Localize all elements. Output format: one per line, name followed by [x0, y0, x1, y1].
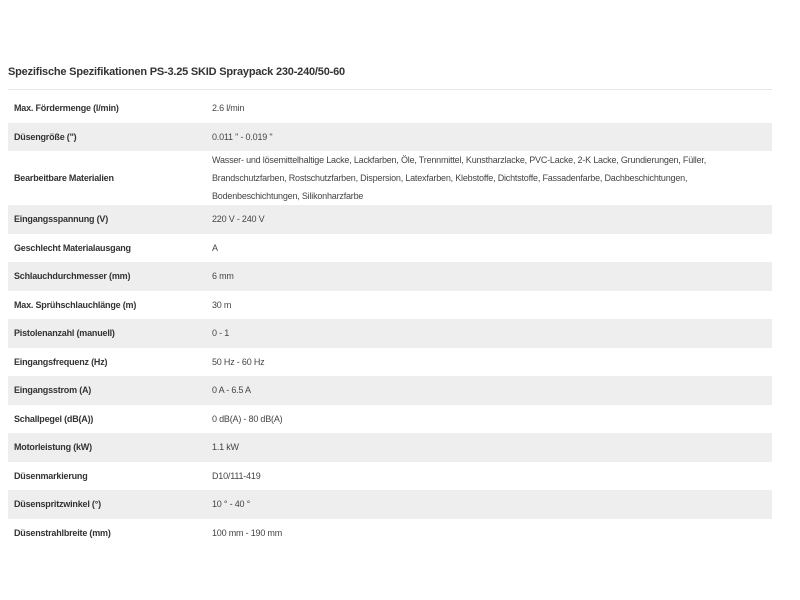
spec-label: Düsenstrahlbreite (mm) — [14, 527, 111, 538]
table-row — [8, 234, 772, 263]
spec-value: A — [212, 242, 218, 253]
spec-value: 220 V - 240 V — [200, 205, 772, 234]
table-row — [8, 123, 772, 152]
spec-label: Max. Fördermenge (l/min) — [14, 103, 119, 114]
spec-value: 0.011 " - 0.019 " — [200, 123, 772, 152]
spec-value: 0 - 1 — [200, 319, 772, 348]
spec-label: Bearbeitbare Materialien — [14, 173, 114, 183]
table-row — [8, 94, 772, 123]
spec-label: Düsenmarkierung — [14, 470, 88, 481]
spec-value: D10/111-419 — [212, 470, 261, 481]
spec-value: 1.1 kW — [200, 433, 772, 462]
table-row — [8, 405, 772, 434]
table-row — [8, 348, 772, 377]
spec-label: Eingangsstrom (A) — [8, 376, 200, 405]
spec-value: 10 ° - 40 ° — [200, 490, 772, 519]
spec-label: Geschlecht Materialausgang — [14, 242, 131, 253]
table-row — [8, 462, 772, 491]
spec-label: Pistolenanzahl (manuell) — [8, 319, 200, 348]
spec-label: Düsenspritzwinkel (°) — [8, 490, 200, 519]
table-row — [8, 319, 772, 348]
spec-label: Motorleistung (kW) — [8, 433, 200, 462]
table-row — [8, 151, 772, 205]
table-row — [8, 291, 772, 320]
spec-value: 0 dB(A) - 80 dB(A) — [212, 413, 283, 424]
spec-value: 2.6 l/min — [212, 103, 245, 114]
table-row — [8, 519, 772, 548]
spec-value: 0 A - 6.5 A — [200, 376, 772, 405]
spec-label: Eingangsfrequenz (Hz) — [14, 356, 108, 367]
spec-label: Schlauchdurchmesser (mm) — [8, 262, 200, 291]
table-row — [8, 490, 772, 519]
spec-label: Eingangsspannung (V) — [8, 205, 200, 234]
spec-table — [8, 94, 772, 547]
spec-value: 100 mm - 190 mm — [212, 527, 283, 538]
page-title: Spezifische Spezifikationen PS-3.25 SKID Spraypack 230-240/50-60 — [8, 66, 345, 78]
spec-label: Schallpegel (dB(A)) — [14, 413, 94, 424]
table-row — [8, 433, 772, 462]
spec-value: Wasser- und lösemittelhaltige Lacke, Lackfarben, Öle, Trennmittel, Kunstharzlacke, PVC-Lacke, 2-K Lacke, Grundierungen, Füller, Brandschutzfarben, Rostschutzfarben, Dispersion, Latexfarben, Klebstoffe, Dichtstoffe, Fassadenfarbe, Dachbeschichtungen, Bodenbeschichtungen, Silikonharzfarbe — [212, 155, 707, 201]
spec-value: 30 m — [212, 299, 232, 310]
table-row — [8, 205, 772, 234]
table-row — [8, 262, 772, 291]
spec-value: 50 Hz - 60 Hz — [212, 356, 265, 367]
title-divider — [8, 89, 772, 90]
spec-label: Düsengröße (") — [8, 123, 200, 152]
table-row — [8, 376, 772, 405]
spec-value: 6 mm — [200, 262, 772, 291]
spec-label: Max. Sprühschlauchlänge (m) — [14, 299, 137, 310]
